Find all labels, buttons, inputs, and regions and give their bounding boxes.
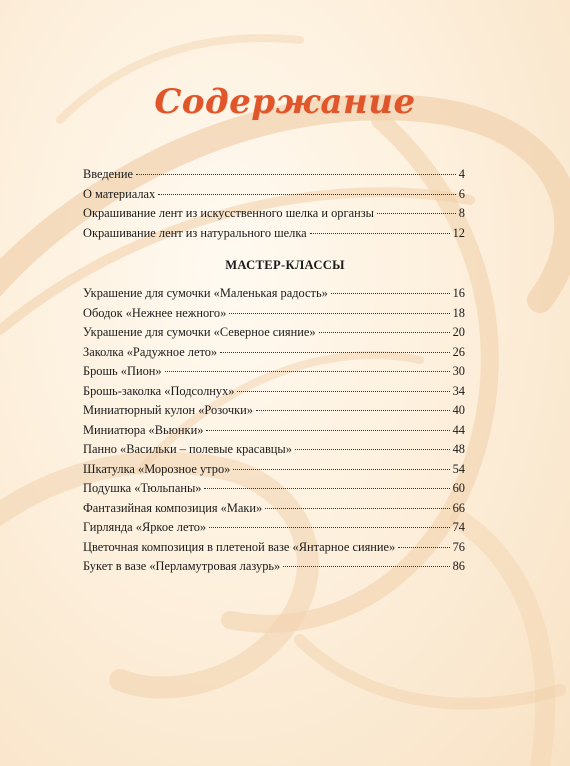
toc-entry xyxy=(83,518,465,538)
toc-entry-title: Введение xyxy=(83,167,133,181)
toc-entry xyxy=(83,538,465,558)
toc-entry-title: Брошь-заколка «Подсолнух» xyxy=(83,383,235,398)
toc-entry-title: Гирлянда «Яркое лето» xyxy=(83,520,207,534)
toc-entry-title: Букет в вазе «Перламутровая лазурь» xyxy=(83,559,281,573)
dot-leader xyxy=(331,293,450,294)
dot-leader xyxy=(165,371,450,372)
dot-leader xyxy=(204,488,449,489)
toc-entry xyxy=(83,479,465,499)
toc-entry-title: Заколка «Радужное лето» xyxy=(83,344,218,359)
dot-leader xyxy=(256,410,450,411)
dot-leader xyxy=(233,469,449,470)
toc-entry xyxy=(83,224,465,244)
toc-entry xyxy=(83,204,465,224)
section-heading: МАСТЕР-КЛАССЫ xyxy=(225,258,345,272)
toc-page-number: 60 xyxy=(452,481,465,495)
toc-entry-title: Миниатюрный кулон «Розочки» xyxy=(83,403,253,417)
toc-page-number: 86 xyxy=(452,559,465,573)
toc-page-number: 30 xyxy=(452,364,465,378)
toc-page-number: 74 xyxy=(452,520,465,534)
toc-entry xyxy=(83,421,465,441)
toc-entry xyxy=(83,382,465,402)
toc-page-number: 54 xyxy=(452,461,465,476)
dot-leader xyxy=(220,352,449,353)
dot-leader xyxy=(310,233,450,234)
dot-leader xyxy=(398,547,449,548)
dot-leader xyxy=(136,174,456,175)
toc-entry xyxy=(83,323,465,343)
toc-entry-title: Окрашивание лент из искусственного шелка и органзы xyxy=(83,206,374,220)
toc-entry xyxy=(83,440,465,460)
toc-page-number: 16 xyxy=(452,286,465,300)
toc-entry xyxy=(83,304,465,324)
toc-master-list xyxy=(83,284,465,577)
page-title: Содержание xyxy=(154,82,416,122)
toc-page-number: 40 xyxy=(452,403,465,417)
toc-page-number: 8 xyxy=(458,206,465,220)
toc-page-number: 12 xyxy=(452,225,465,240)
toc-entry-title: Окрашивание лент из натурального шелка xyxy=(83,225,307,240)
dot-leader xyxy=(295,449,450,450)
toc-entry-title: Цветочная композиция в плетеной вазе «Янтарное сияние» xyxy=(83,539,396,554)
toc-page-number: 18 xyxy=(452,305,465,320)
toc-entry xyxy=(83,499,465,519)
toc-entry xyxy=(83,401,465,421)
toc-entry xyxy=(83,284,465,304)
toc-page-number: 76 xyxy=(452,539,465,554)
toc-entry-title: Шкатулка «Морозное утро» xyxy=(83,461,231,476)
toc-entry xyxy=(83,185,465,205)
dot-leader xyxy=(265,508,449,509)
toc-entry xyxy=(83,557,465,577)
dot-leader xyxy=(283,566,449,567)
toc-page-number: 6 xyxy=(458,186,465,201)
toc-entry-title: Брошь «Пион» xyxy=(83,364,162,378)
toc-page-number: 66 xyxy=(452,500,465,515)
toc-entry xyxy=(83,343,465,363)
toc-page-number: 44 xyxy=(452,422,465,437)
toc-intro-list xyxy=(83,165,465,243)
dot-leader xyxy=(209,527,450,528)
toc-page-number: 20 xyxy=(452,325,465,339)
dot-leader xyxy=(206,430,449,431)
toc-entry-title: Фантазийная композиция «Маки» xyxy=(83,500,263,515)
toc-entry-title: Подушка «Тюльпаны» xyxy=(83,481,202,495)
toc-page-number: 34 xyxy=(452,383,465,398)
toc-entry xyxy=(83,165,465,185)
toc-entry-title: Миниатюра «Вьюнки» xyxy=(83,422,204,437)
dot-leader xyxy=(377,213,456,214)
toc-entry-title: Украшение для сумочки «Маленькая радость» xyxy=(83,286,328,300)
dot-leader xyxy=(237,391,449,392)
toc-entry xyxy=(83,460,465,480)
dot-leader xyxy=(229,313,449,314)
toc-entry-title: Панно «Васильки – полевые красавцы» xyxy=(83,442,292,456)
toc-entry-title: Украшение для сумочки «Северное сияние» xyxy=(83,325,316,339)
dot-leader xyxy=(158,194,456,195)
toc-page-number: 26 xyxy=(452,344,465,359)
toc-entry-title: Ободок «Нежнее нежного» xyxy=(83,305,227,320)
toc-page-number: 4 xyxy=(458,167,465,181)
dot-leader xyxy=(319,332,450,333)
toc-entry xyxy=(83,362,465,382)
toc-entry-title: О материалах xyxy=(83,186,156,201)
toc-page-number: 48 xyxy=(452,442,465,456)
